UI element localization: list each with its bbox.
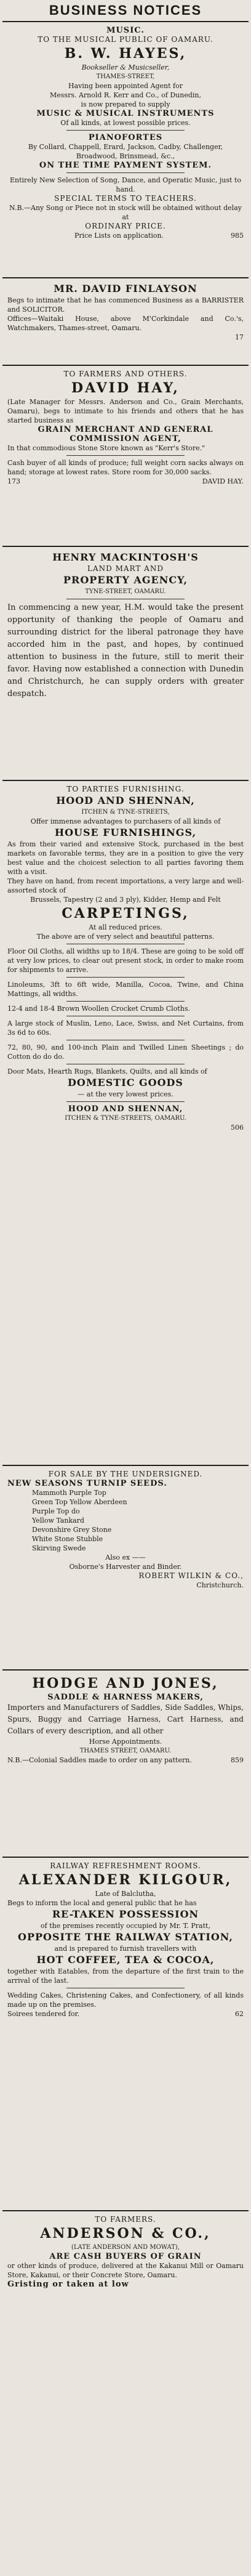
ad-music-heading: MUSIC.: [106, 26, 145, 35]
ad-hood-lead: Offer immense advantages to purchasers of all kinds of: [30, 817, 221, 825]
ad-mackintosh-name: HENRY MACKINTOSH'S: [52, 551, 199, 563]
ad-kilgour-hot: HOT COFFEE, TEA & COCOA,: [36, 1954, 215, 1966]
ad-hodge-ref: 859: [231, 1756, 244, 1764]
ad-music-name: B. W. HAYES,: [64, 46, 187, 62]
ad-wilkin-title: NEW SEASONS TURNIP SEEDS.: [7, 1479, 167, 1488]
ad-wilkin-heading: FOR SALE BY THE UNDERSIGNED.: [48, 1470, 203, 1478]
ad-hodge-nb: N.B.—Colonial Saddles made to order on any pattern.: [7, 1756, 192, 1764]
ad-music-pianofortes: PIANOFORTES: [88, 133, 163, 142]
ad-hay-sign: DAVID HAY.: [202, 477, 244, 485]
seed-item: Purple Top do: [32, 1507, 80, 1515]
ad-hood-title: HOUSE FURNISHINGS,: [54, 827, 197, 838]
ad-music-prices: Of all kinds, at lowest possible prices.: [60, 119, 191, 127]
ad-music-instruments: MUSIC & MUSICAL INSTRUMENTS: [36, 109, 215, 118]
ad-music-selection: Entirely New Selection of Song, Dance, and Operatic Music, just to hand.: [10, 176, 241, 193]
ad-music-ref: 985: [231, 232, 244, 240]
ad-anderson-heading: TO FARMERS.: [95, 2215, 156, 2224]
ad-hood-floor: Floor Oil Cloths, all widths up to 18/4. These are going to be sold off at very low prices, to clear out present stock, in order to make room for shipments to arrive.: [7, 947, 244, 974]
ad-wilkin-also: Also ex ——: [105, 1553, 146, 1561]
ad-music-agent: Having been appointed Agent for: [68, 82, 183, 90]
ad-wilkin-binder: Osborne's Harvester and Binder.: [69, 1563, 182, 1571]
ad-hodge-body: Importers and Manufacturers of Saddles, Side Saddles, Whips, Spurs, Buggy and Carriage Harness, Cart Harness, and Collars of every description, and all other: [7, 1703, 244, 1735]
ad-music-prepared: is now prepared to supply: [81, 100, 170, 108]
ad-hood-ref: 506: [231, 1124, 244, 1132]
seed-item: Yellow Tankard: [32, 1517, 85, 1525]
ad-kilgour-ref: 62: [235, 2010, 244, 2018]
ad-wilkin-sign: ROBERT WILKIN & CO.,: [138, 1571, 244, 1580]
ad-kilgour-name: ALEXANDER KILGOUR,: [18, 1872, 233, 1888]
ad-hood: [2, 780, 249, 1465]
ad-hood-door: Door Mats, Hearth Rugs, Blankets, Quilts, and all kinds of: [7, 1067, 207, 1075]
ad-music-time-payment: ON THE TIME PAYMENT SYSTEM.: [39, 161, 212, 170]
ad-hodge-name: HODGE AND JONES,: [32, 1675, 219, 1691]
ad-hood-carpetings: CARPETINGS,: [62, 905, 189, 921]
ad-kilgour-cakes: Wedding Cakes, Christening Cakes, and Confectionery, of all kinds made up on the premises.: [7, 1991, 244, 2009]
seed-item: Devonshire Grey Stone: [32, 1526, 112, 1534]
ad-kilgour-of: of the premises recently occupied by Mr. T. Pratt,: [41, 1922, 210, 1930]
ad-music-makers: By Collard, Chappell, Erard, Jackson, Cadby, Challenger, Broadwood, Brinsmead, &c.,: [28, 143, 223, 160]
ad-hood-sign2: ITCHEN & TYNE-STREETS, OAMARU.: [65, 1115, 186, 1122]
ad-kilgour-soirees: Soirees tendered for.: [7, 2010, 80, 2018]
seed-item: Skirving Swede: [32, 1544, 86, 1552]
ad-kilgour-will: and is prepared to furnish travellers with: [54, 1945, 197, 1953]
ad-mackintosh-addr: TYNE-STREET, OAMARU.: [85, 588, 166, 595]
ad-wilkin: [2, 1465, 249, 1669]
ad-hood-drug: 12-4 and 18-4 Brown Woollen Crocket Crumb Cloths.: [7, 1005, 190, 1013]
ad-hay-store: In that commodious Stone Store known as "Kerr's Store.": [7, 444, 205, 452]
ad-hood-addr: ITCHEN & TYNE-STREETS,: [81, 809, 170, 816]
ad-hodge-title: SADDLE & HARNESS MAKERS,: [47, 1693, 204, 1702]
ad-wilkin-city: Christchurch.: [196, 1581, 244, 1589]
seed-item: White Stone Stubble: [32, 1535, 103, 1543]
ad-hood-heading: TO PARTIES FURNISHING.: [66, 785, 185, 793]
ad-anderson-name: ANDERSON & CO.,: [40, 2226, 211, 2242]
ad-music-trade: Bookseller & Musicseller,: [81, 63, 170, 71]
ad-hay-name: DAVID HAY,: [71, 380, 180, 396]
ad-hay-body: Cash buyer of all kinds of produce; full weight corn sacks always on hand; storage at lowest rates. Store room for 30,000 sacks.: [7, 459, 244, 476]
ad-hood-reduced: At all reduced prices.: [89, 923, 162, 931]
ad-mackintosh: [2, 546, 249, 780]
ad-hood-muslin: A large stock of Muslin, Leno, Lace, Swiss, and Net Curtains, from 3s 6d to 60s.: [7, 1019, 244, 1037]
ad-music-nb: N.B.—Any Song or Piece not in stock will be obtained without delay at: [9, 204, 242, 221]
ad-anderson-late: (LATE ANDERSON AND MOWAT),: [71, 2244, 180, 2251]
ad-hood-lino: Linoleums, 3ft to 6ft wide, Manilla, Cocoa, Twine, and China Mattings, all widths.: [7, 981, 244, 998]
ad-kilgour-opp: OPPOSITE THE RAILWAY STATION,: [18, 1931, 233, 1943]
ad-hodge: [2, 1669, 249, 1857]
ad-hay-title: GRAIN MERCHANT AND GENERAL COMMISSION AGENT,: [38, 425, 213, 444]
ad-kilgour-eats: together with Eatables, from the departure of the first train to the arrival of the last.: [7, 1967, 244, 1985]
ad-hood-select: The above are of very select and beautiful patterns.: [36, 933, 215, 941]
newspaper-page: [2, 0, 249, 2404]
ad-music-firm: Messrs. Arnold R. Kerr and Co., of Dunedin,: [50, 91, 201, 99]
ad-mackintosh-body: In commencing a new year, H.M. would take the present opportunity of thanking the people of Oamaru and surrounding district for the liberal patronage they have accorded him in the past, and hopes, by continued attention to business in the future, still to merit their favor. Having now established a connection with Dunedin and Christchurch, he can supply orders with greater despatch.: [7, 603, 244, 699]
ad-mackintosh-title: PROPERTY AGENCY,: [63, 574, 188, 586]
ad-music-pricelists: Price Lists on application.: [74, 232, 164, 240]
ad-hood-sign: HOOD AND SHENNAN,: [68, 1104, 183, 1114]
ad-hood-brussels: Brussels, Tapestry (2 and 3 ply), Kidder, Hemp and Felt: [30, 896, 221, 904]
seed-item: Green Top Yellow Aberdeen: [32, 1498, 127, 1506]
ad-mackintosh-sub: LAND MART AND: [87, 564, 164, 573]
ad-finlayson: [2, 277, 249, 365]
ad-hay-sub: (Late Manager for Messrs. Anderson and Co., Grain Merchants, Oamaru), begs to intimate to his friends and others that he has started business as: [7, 398, 244, 424]
ad-hodge-horse: Horse Appointments.: [89, 1738, 162, 1746]
ad-music: [2, 21, 249, 277]
ad-anderson: [2, 2210, 249, 2404]
ad-finlayson-name: MR. DAVID FINLAYSON: [54, 283, 197, 294]
ad-hodge-addr: THAMES STREET, OAMARU.: [79, 1748, 172, 1754]
ad-hood-domestic: DOMESTIC GOODS: [68, 1077, 183, 1088]
seed-item: Mammoth Purple Top: [32, 1489, 106, 1497]
ad-hood-name: HOOD AND SHENNAN,: [56, 795, 195, 806]
ad-anderson-grist: Gristing or taken at low: [7, 2280, 129, 2289]
masthead: BUSINESS NOTICES: [49, 2, 202, 18]
ad-kilgour-lead: Begs to inform the local and general public that he has: [7, 1899, 197, 1907]
ad-hood-body1: As from their varied and extensive Stock, purchased in the best markets on favorable terms, they are in a position to give the very best value and the choicest selection to all parties favoring them with a visit.: [7, 840, 244, 876]
ad-hay-ref: 173: [7, 477, 20, 485]
ad-kilgour-heading: RAILWAY REFRESHMENT ROOMS.: [50, 1861, 201, 1870]
ad-hood-lowest: — at the very lowest prices.: [78, 1090, 173, 1098]
ad-anderson-cash: ARE CASH BUYERS OF GRAIN: [49, 2252, 202, 2261]
ad-finlayson-offices: Offices—Waitaki House, above M'Corkindale and Co.'s, Watchmakers, Thames-street, Oamaru.: [7, 315, 244, 332]
ad-hay-heading: TO FARMERS AND OTHERS.: [63, 370, 188, 378]
ad-kilgour-late: Late of Balclutha,: [95, 1890, 156, 1898]
ad-finlayson-text: Begs to intimate that he has commenced Business as a BARRISTER and SOLICITOR.: [7, 296, 244, 314]
ad-anderson-body: or other kinds of produce, delivered at the Kakanui Mill or Oamaru Store, Kakanui, or their Concrete Store, Oamaru.: [7, 2262, 244, 2279]
ad-kilgour: [2, 1857, 249, 2210]
ad-music-street: THAMES-STREET,: [96, 73, 155, 80]
ad-finlayson-ref: 17: [235, 333, 244, 341]
ad-hay: [2, 365, 249, 546]
ad-music-audience: TO THE MUSICAL PUBLIC OF OAMARU.: [38, 35, 213, 44]
ad-hood-plain: 72, 80, 90, and 100-inch Plain and Twilled Linen Sheetings ; do Cotton do do do.: [7, 1043, 244, 1061]
ad-kilgour-taken: RE-TAKEN POSSESSION: [52, 1908, 199, 1920]
ad-hood-body2: They have on hand, from recent importations, a very large and well-assorted stock of: [7, 877, 244, 894]
ad-music-ordinary: ORDINARY PRICE.: [85, 222, 166, 230]
ad-music-teachers: SPECIAL TERMS TO TEACHERS.: [54, 194, 197, 203]
